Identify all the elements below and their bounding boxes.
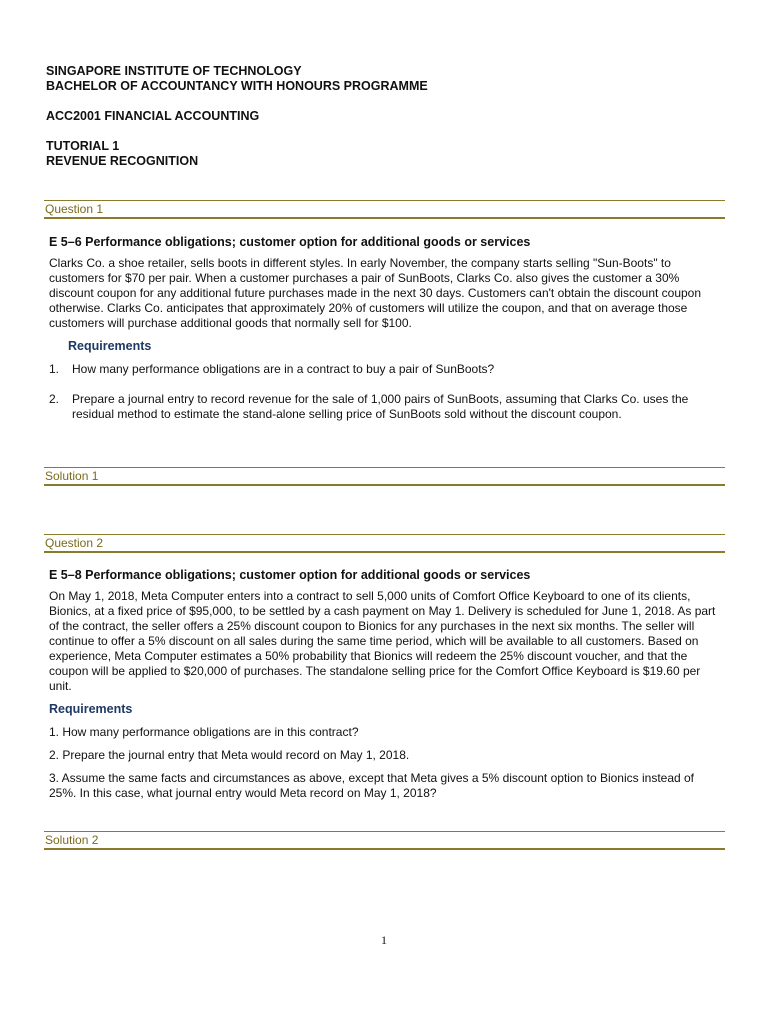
question-2-requirement-3 <box>49 771 721 801</box>
question-1-content <box>49 235 721 331</box>
question-2-bar <box>44 534 725 553</box>
question-2-requirement-1 <box>49 725 721 740</box>
question-1-requirement-1 <box>49 362 721 377</box>
question-2-title: E 5–8 Performance obligations; customer option for additional goods or services <box>49 568 531 582</box>
solution-1-label: Solution 1 <box>45 469 99 483</box>
question-2-content <box>49 568 721 694</box>
question-1-title: E 5–6 Performance obligations; customer option for additional goods or services <box>49 235 531 249</box>
question-1-label: Question 1 <box>45 202 104 216</box>
question-2-requirement-2 <box>49 748 721 763</box>
question-2-label: Question 2 <box>45 536 104 550</box>
requirement-text: 1. How many performance obligations are in this contract? <box>49 725 359 739</box>
requirement-number: 1. <box>49 362 60 376</box>
requirement-text: How many performance obligations are in a contract to buy a pair of SunBoots? <box>72 362 495 376</box>
tutorial-topic: REVENUE RECOGNITION <box>46 154 199 168</box>
tutorial-number: TUTORIAL 1 <box>46 139 120 153</box>
institute-name: SINGAPORE INSTITUTE OF TECHNOLOGY <box>46 64 302 78</box>
question-2-body: On May 1, 2018, Meta Computer enters into a contract to sell 5,000 units of Comfort Office Keyboard to one of its clients, Bionics, at a fixed price of $95,000, to be settled by a cash payment on May 1. Delivery is scheduled for June 1, 2018. As part of the contract, the seller offers a 25% discount coupon to Bionics for any purchases in the next six months. The seller will continue to offer a 5% discount on all sales during the same time period, which will be available to all customers. Based on experience, Meta Computer estimates a 50% probability that Bionics will redeem the 25% discount voucher, and that the coupon will be applied to $20,000 of purchases. The standalone selling price for the Comfort Office Keyboard is $19.60 per unit. <box>49 589 716 693</box>
document-header <box>46 64 428 169</box>
question-1-requirement-2 <box>49 392 721 422</box>
solution-1-bar <box>44 467 725 486</box>
question-1-requirements-heading: Requirements <box>68 339 152 353</box>
requirement-text: Prepare a journal entry to record revenue for the sale of 1,000 pairs of SunBoots, assuming that Clarks Co. uses the residual method to estimate the stand-alone selling price of SunBoots sold without the discount coupon. <box>72 392 689 421</box>
question-2-requirements-heading: Requirements <box>49 702 133 716</box>
requirement-text: 2. Prepare the journal entry that Meta would record on May 1, 2018. <box>49 748 410 762</box>
question-1-body: Clarks Co. a shoe retailer, sells boots in different styles. In early November, the company starts selling "Sun-Boots" to customers for $70 per pair. When a customer purchases a pair of SunBoots, Clarks Co. also gives the customer a 30% discount coupon for any additional future purchases made in the next 30 days. Customers can't obtain the discount coupon otherwise. Clarks Co. anticipates that approximately 20% of customers will utilize the coupon, and that on average those customers will purchase additional goods that normally sell for $100. <box>49 256 702 330</box>
page-number: 1 <box>381 933 387 947</box>
question-1-bar <box>44 200 725 219</box>
requirement-text: 3. Assume the same facts and circumstances as above, except that Meta gives a 5% discount option to Bionics instead of 25%. In this case, what journal entry would Meta record on May 1, 2018? <box>49 771 695 800</box>
programme-name: BACHELOR OF ACCOUNTANCY WITH HONOURS PROGRAMME <box>46 79 428 93</box>
requirement-number: 2. <box>49 392 60 406</box>
solution-2-label: Solution 2 <box>45 833 99 847</box>
solution-2-bar <box>44 831 725 850</box>
course-title: ACC2001 FINANCIAL ACCOUNTING <box>46 109 260 123</box>
